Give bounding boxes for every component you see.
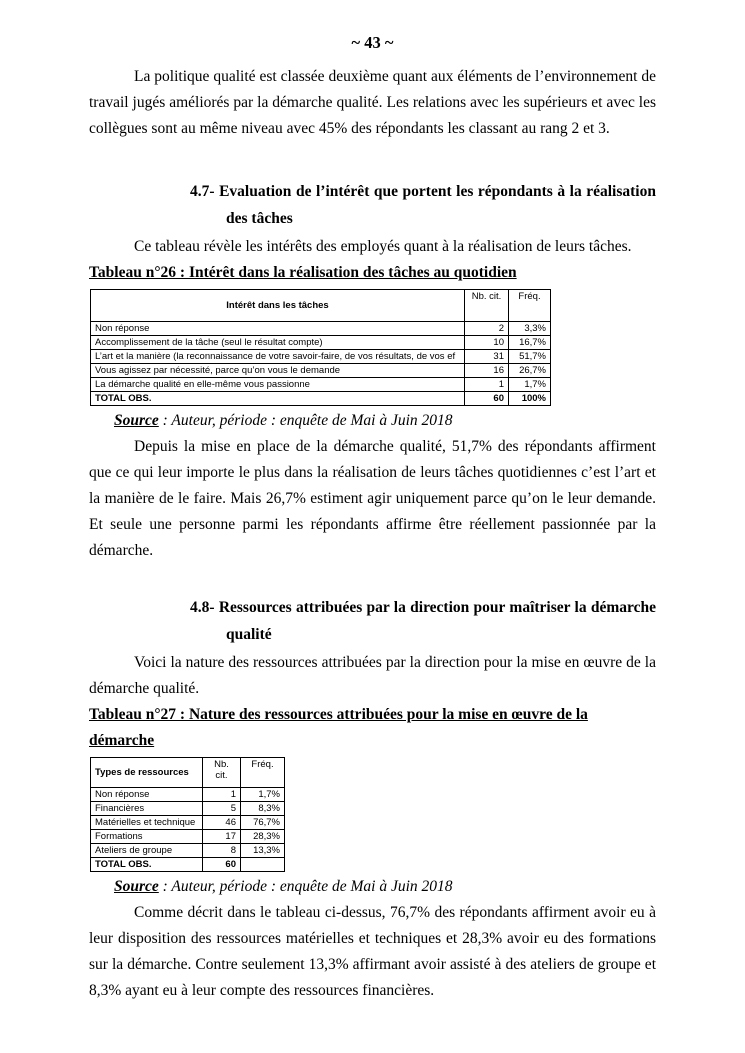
table-row bbox=[91, 350, 551, 364]
table-cell-freq: 28,3% bbox=[241, 830, 285, 844]
table-cell-label: La démarche qualité en elle-même vous passionne bbox=[91, 378, 465, 392]
table-cell-freq: 26,7% bbox=[509, 364, 551, 378]
table26-header-row bbox=[91, 290, 551, 322]
table-cell-label: Vous agissez par nécessité, parce qu’on vous le demande bbox=[91, 364, 465, 378]
page-number: ~ 43 ~ bbox=[351, 33, 394, 52]
table-total-row bbox=[91, 392, 551, 406]
table-cell-freq: 3,3% bbox=[509, 322, 551, 336]
table-row bbox=[91, 816, 285, 830]
table-cell-freq: 16,7% bbox=[509, 336, 551, 350]
table-row bbox=[91, 802, 285, 816]
table-cell-label: Non réponse bbox=[91, 788, 203, 802]
table26-source bbox=[114, 408, 656, 434]
analysis-paragraph-table26: Depuis la mise en place de la démarche qualité, 51,7% des répondants affirment que ce qui leur importe le plus dans la réalisation de leurs tâches quotidiennes c’est l’art et la manière de le faire. Mais 26,7% estiment agir uniquement parce qu’on le leur demande. Et seule une personne parmi les répondants affirme être réellement passionnée par la démarche. bbox=[89, 438, 656, 559]
source-label: Source bbox=[114, 412, 159, 429]
table-cell-nb: 2 bbox=[465, 322, 509, 336]
table-cell-freq: 13,3% bbox=[241, 844, 285, 858]
table-cell-nb: 1 bbox=[203, 788, 241, 802]
table-cell-label: TOTAL OBS. bbox=[91, 392, 465, 406]
table-row bbox=[91, 322, 551, 336]
table-27 bbox=[90, 757, 285, 872]
table-cell-nb: 60 bbox=[465, 392, 509, 406]
table-cell-freq: 51,7% bbox=[509, 350, 551, 364]
table-cell-nb: 5 bbox=[203, 802, 241, 816]
table-cell-label: Financières bbox=[91, 802, 203, 816]
table-cell-label: Formations bbox=[91, 830, 203, 844]
table26-header-freq: Fréq. bbox=[509, 290, 551, 322]
table-row bbox=[91, 364, 551, 378]
table-cell-label: Accomplissement de la tâche (seul le résultat compte) bbox=[91, 336, 465, 350]
table-cell-nb: 10 bbox=[465, 336, 509, 350]
table-row bbox=[91, 378, 551, 392]
table-row bbox=[91, 844, 285, 858]
table-cell-freq: 1,7% bbox=[509, 378, 551, 392]
table-cell-nb: 31 bbox=[465, 350, 509, 364]
table-cell-label: Non réponse bbox=[91, 322, 465, 336]
table27-header-freq: Fréq. bbox=[241, 758, 285, 788]
table-cell-nb: 1 bbox=[465, 378, 509, 392]
table26-header-label: Intérêt dans les tâches bbox=[91, 290, 465, 322]
table-cell-nb: 16 bbox=[465, 364, 509, 378]
section-4-8-intro: Voici la nature des ressources attribuées par la direction pour la mise en œuvre de la démarche qualité. bbox=[89, 654, 656, 697]
table27-title: Tableau n°27 : Nature des ressources attribuées pour la mise en œuvre de la démarche bbox=[89, 706, 588, 749]
table26-header-nb: Nb. cit. bbox=[465, 290, 509, 322]
table-cell-freq: 8,3% bbox=[241, 802, 285, 816]
table-total-row bbox=[91, 858, 285, 872]
table27-header-row bbox=[91, 758, 285, 788]
table26-title: Tableau n°26 : Intérêt dans la réalisation des tâches au quotidien bbox=[89, 264, 517, 281]
section-4-7-heading: 4.7- Evaluation de l’intérêt que portent les répondants à la réalisation des tâches bbox=[190, 183, 656, 227]
table-cell-freq: 76,7% bbox=[241, 816, 285, 830]
table-cell-label: L’art et la manière (la reconnaissance de votre savoir-faire, de vos résultats, de vos ef bbox=[91, 350, 465, 364]
table27-source bbox=[114, 874, 656, 900]
source-text: : Auteur, période : enquête de Mai à Juin 2018 bbox=[158, 412, 453, 429]
table27-header-label: Types de ressources bbox=[91, 758, 203, 788]
table-row bbox=[91, 788, 285, 802]
table-cell-nb: 46 bbox=[203, 816, 241, 830]
table-row bbox=[91, 830, 285, 844]
table-cell-label: TOTAL OBS. bbox=[91, 858, 203, 872]
table-row bbox=[91, 336, 551, 350]
source-label: Source bbox=[114, 878, 159, 895]
table-cell-nb: 17 bbox=[203, 830, 241, 844]
table-cell-freq bbox=[241, 858, 285, 872]
table-cell-nb: 60 bbox=[203, 858, 241, 872]
section-4-7-intro: Ce tableau révèle les intérêts des employés quant à la réalisation de leurs tâches. bbox=[134, 238, 632, 255]
table-cell-nb: 8 bbox=[203, 844, 241, 858]
table-cell-freq: 1,7% bbox=[241, 788, 285, 802]
table-cell-freq: 100% bbox=[509, 392, 551, 406]
intro-paragraph: La politique qualité est classée deuxième quant aux éléments de l’environnement de travail jugés améliorés par la démarche qualité. Les relations avec les supérieurs et avec les collègues sont au même niveau avec 45% des répondants les classant au rang 2 et 3. bbox=[89, 68, 656, 137]
source-text: : Auteur, période : enquête de Mai à Juin 2018 bbox=[158, 878, 453, 895]
section-4-8-heading: 4.8- Ressources attribuées par la direction pour maîtriser la démarche qualité bbox=[190, 599, 656, 643]
table-cell-label: Ateliers de groupe bbox=[91, 844, 203, 858]
analysis-paragraph-table27: Comme décrit dans le tableau ci-dessus, 76,7% des répondants affirment avoir eu à leur disposition des ressources matérielles et techniques et 28,3% avoir eu des formations sur la démarche. Contre seulement 13,3% affirmant avoir assisté à des ateliers de groupe et 8,3% ayant eu à leur compte des ressources financières. bbox=[89, 904, 656, 999]
table27-header-nb: Nb. cit. bbox=[203, 758, 241, 788]
table-cell-label: Matérielles et technique bbox=[91, 816, 203, 830]
table-26 bbox=[90, 289, 551, 406]
